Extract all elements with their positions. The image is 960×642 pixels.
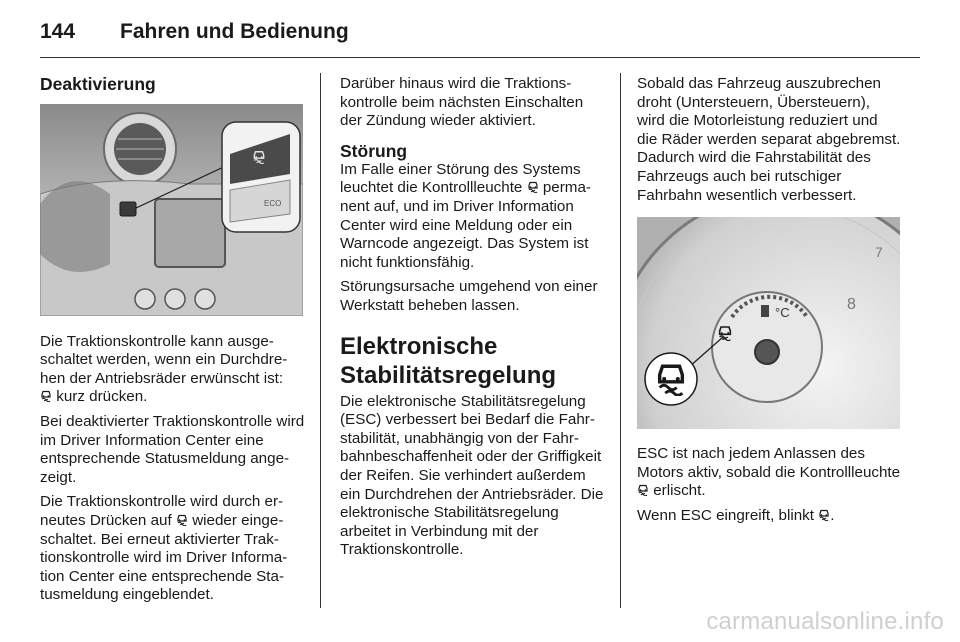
watermark: carmanualsonline.info xyxy=(706,608,944,635)
text-segment: ESC ist nach jedem Anlassen des Motors aktiv, sobald die Kontrollleuchte xyxy=(637,445,901,481)
text-segment: erlischt. xyxy=(653,482,706,500)
text-segment: permanent auf, und im Driver Information Center wird eine Meldung oder ein Warncode angezeigt. Das System ist nicht funktionsfähig. xyxy=(340,179,591,271)
paragraph-status-message: Bei deaktivierter Traktionskontrolle wird im Driver Information Center eine entsprechende Statusmeldung angezeigt. xyxy=(40,412,305,486)
paragraph-esc-function: Sobald das Fahrzeug auszubrechen droht (Untersteuern, Übersteuern), wird die Motorleistung reduziert und die Räder werden separat abgebremst. Dadurch wird die Fahrstabilität des Fahrzeugs auch bei rutschiger Fahrbahn wesentlich verbessert. xyxy=(637,75,901,204)
text-segment: . xyxy=(830,506,835,524)
figure-dashboard-button xyxy=(40,104,303,316)
paragraph-deactivate xyxy=(40,333,305,407)
column-divider-2 xyxy=(620,73,621,608)
paragraph-esc-description: Die elektronische Stabilitätsregelung (ESC) verbessert bei Bedarf die Fahrstabilität, unabhängig von der Fahrbahnbeschaffenheit oder der Griffigkeit der Reifen. Sie verhindert außerdem ein Durchdrehen der Antriebsräder. Die elektronische Stabilitätsregelung arbeitet in Verbindung mit der Traktionskontrolle. xyxy=(340,392,604,559)
page-header xyxy=(40,20,920,60)
text-segment: Im Falle einer Störung des Systems leuchtet die Kontrollleuchte xyxy=(340,160,581,197)
text-segment: Wenn ESC eingreift, blinkt xyxy=(637,506,814,524)
text-segment: Die Traktionskontrolle kann ausgeschaltet werden, wenn ein Durchdrehen der Antriebsräder erwünscht ist: xyxy=(40,332,288,387)
chapter-title: Fahren und Bedienung xyxy=(120,20,349,43)
esc-car-skid-icon xyxy=(40,390,52,402)
paragraph-fault xyxy=(340,161,605,273)
esc-car-skid-icon xyxy=(176,514,188,526)
column-2 xyxy=(340,75,605,566)
text-segment: wieder eingeschaltet. Bei erneut aktivierter Traktionskontrolle wird im Driver Information Center eine entsprechende Statusmeldung eingeblendet. xyxy=(40,511,288,604)
esc-car-skid-icon xyxy=(527,181,539,193)
paragraph-esc-active xyxy=(637,445,902,501)
dial-number-7: 7 xyxy=(875,244,883,261)
header-divider xyxy=(40,57,920,58)
column-divider-1 xyxy=(320,73,321,608)
text-segment: kurz drücken. xyxy=(56,388,148,406)
paragraph-esc-intervenes xyxy=(637,507,902,526)
section-heading-esc: Elektronische Stabilitätsregelung xyxy=(340,332,557,389)
figure-instrument-cluster xyxy=(637,217,900,429)
eco-button-label: ECO xyxy=(264,198,282,208)
paragraph-reactivation-ignition: Darüber hinaus wird die Traktionskontrolle beim nächsten Einschalten der Zündung wieder aktiviert. xyxy=(340,75,584,130)
section-heading-deactivation: Deaktivierung xyxy=(40,74,156,94)
column-1 xyxy=(40,75,305,611)
page-number: 144 xyxy=(40,20,76,43)
temp-unit-label: °C xyxy=(775,305,790,321)
esc-car-skid-icon xyxy=(818,509,830,521)
esc-car-skid-icon xyxy=(637,484,649,496)
paragraph-workshop: Störungsursache umgehend von einer Werkstatt beheben lassen. xyxy=(340,278,598,314)
section-heading-fault: Störung xyxy=(340,140,408,161)
dial-number-8: 8 xyxy=(847,296,856,314)
paragraph-reactivate xyxy=(40,493,305,605)
text-segment: Die Traktionskontrolle wird durch erneutes Drücken auf xyxy=(40,493,284,529)
column-3 xyxy=(637,75,902,532)
